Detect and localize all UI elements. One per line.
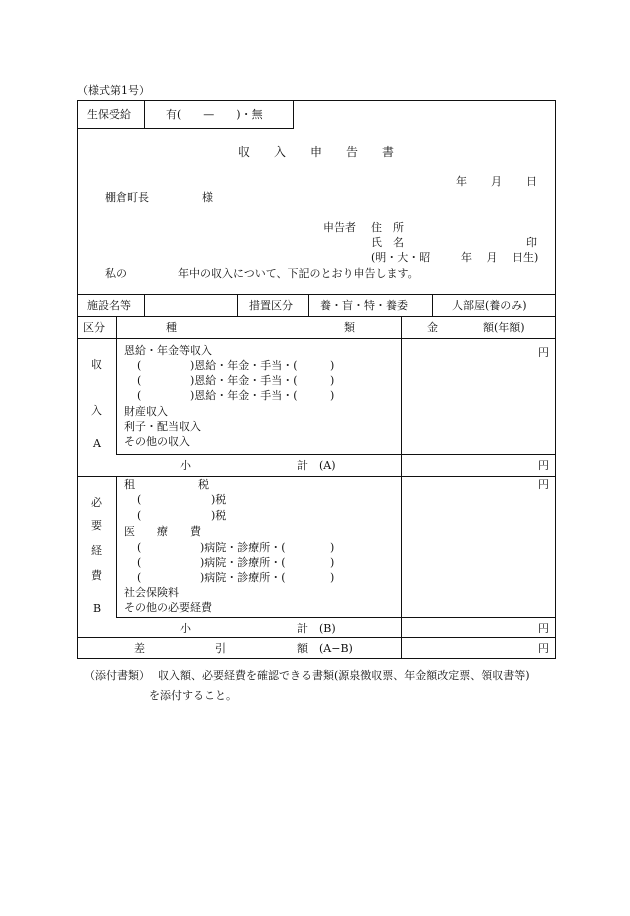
attachment-label: （添付書類） <box>84 669 150 682</box>
date-day: 日 <box>526 175 537 188</box>
pension-row-1-right: ) <box>330 359 335 372</box>
form-number: （様式第1号） <box>77 84 150 97</box>
expense-side-1: 必 <box>91 496 102 509</box>
welfare-box-bottom <box>77 128 294 129</box>
pension-row-1-left: ( <box>137 359 142 372</box>
measure-options: 養・盲・特・養委 <box>320 299 408 312</box>
difference-label-3: 額 (A−B) <box>297 642 353 655</box>
income-side-2: 入 <box>91 404 102 417</box>
addressee-name: 棚倉町長 <box>105 191 149 204</box>
welfare-box-right <box>293 100 294 128</box>
attachment-line-2: を添付すること。 <box>149 689 237 702</box>
declarant-address-label: 住 所 <box>371 221 404 234</box>
pension-row-3-right: ) <box>330 389 335 402</box>
property-income: 財産収入 <box>124 405 168 418</box>
subtotal-a-top <box>116 454 556 455</box>
statement-text: 年中の収入について、下記のとおり申告します。 <box>178 267 419 280</box>
subtotal-b-yen: 円 <box>538 622 549 635</box>
welfare-box-top <box>77 100 294 101</box>
declarant-label: 申告者 <box>323 221 356 234</box>
subtotal-b-bottom <box>77 637 556 638</box>
pension-row-2-right: ) <box>330 374 335 387</box>
col-category-expense <box>116 476 117 617</box>
frame-top-right <box>293 100 556 101</box>
subtotal-b-top <box>116 617 556 618</box>
income-side-1: 収 <box>91 358 102 371</box>
header-kind: 種 <box>166 321 177 334</box>
income-yen: 円 <box>538 346 549 359</box>
birth-era: (明・大・昭 <box>371 251 431 264</box>
expense-side-4: 費 <box>91 569 102 582</box>
frame-right <box>555 100 556 659</box>
medical-row-1-right: ) <box>330 541 335 554</box>
facility-divider-3 <box>308 294 309 316</box>
pension-title: 恩給・年金等収入 <box>124 344 212 357</box>
subtotal-a-label-2: 計 (A) <box>297 459 336 472</box>
welfare-label: 生保受給 <box>87 108 131 121</box>
addressee-sama: 様 <box>202 191 213 204</box>
expense-side-3: 経 <box>91 544 102 557</box>
pension-row-1-text: )恩給・年金・手当・( <box>190 359 298 372</box>
welfare-box-divider <box>144 100 145 128</box>
tax-row-2-left: ( <box>137 509 142 522</box>
expense-yen: 円 <box>538 478 549 491</box>
pension-row-2-text: )恩給・年金・手当・( <box>190 374 298 387</box>
medical-row-1-left: ( <box>137 541 142 554</box>
subtotal-b-label-1: 小 <box>180 622 191 635</box>
medical-row-3-left: ( <box>137 571 142 584</box>
facility-divider-4 <box>432 294 433 316</box>
col-amount <box>401 316 402 659</box>
interest-income: 利子・配当収入 <box>124 420 201 433</box>
difference-yen: 円 <box>538 642 549 655</box>
other-expense: その他の必要経費 <box>124 601 212 614</box>
facility-divider-1 <box>144 294 145 316</box>
income-side-3: A <box>93 437 101 450</box>
other-income: その他の収入 <box>124 435 190 448</box>
medical-label: 医 療 費 <box>124 525 201 538</box>
measure-label: 措置区分 <box>249 299 293 312</box>
header-row-top <box>77 316 556 317</box>
pension-row-2-left: ( <box>137 374 142 387</box>
admission-label: 人部屋(養のみ) <box>452 299 527 312</box>
tax-row-1-text: )税 <box>211 493 227 506</box>
tax-label-1: 租 <box>124 478 135 491</box>
header-category: 区分 <box>83 321 105 334</box>
header-amount: 金 <box>427 321 438 334</box>
pension-row-3-left: ( <box>137 389 142 402</box>
medical-row-3-right: ) <box>330 571 335 584</box>
col-category-income <box>116 316 117 454</box>
statement-prefix: 私の <box>105 267 127 280</box>
date-month: 月 <box>491 175 502 188</box>
medical-row-2-right: ) <box>330 556 335 569</box>
facility-label: 施設名等 <box>87 299 131 312</box>
header-row-bottom <box>77 338 556 339</box>
header-amount2: 額(年額) <box>483 321 525 334</box>
subtotal-b-label-2: 計 (B) <box>297 622 336 635</box>
welfare-value: 有( — )・無 <box>166 108 263 121</box>
social-insurance: 社会保険料 <box>124 586 179 599</box>
tax-row-2-text: )税 <box>211 509 227 522</box>
subtotal-a-yen: 円 <box>538 459 549 472</box>
medical-row-2-left: ( <box>137 556 142 569</box>
medical-row-3-text: )病院・診療所・( <box>200 571 286 584</box>
pension-row-3-text: )恩給・年金・手当・( <box>190 389 298 402</box>
header-kind2: 類 <box>344 321 355 334</box>
document-title: 収 入 申 告 書 <box>238 145 395 159</box>
facility-row-top <box>77 294 556 295</box>
declarant-name-label: 氏 名 <box>371 236 404 249</box>
subtotal-a-bottom <box>77 476 556 477</box>
difference-label-1: 差 <box>134 642 145 655</box>
expense-side-2: 要 <box>91 519 102 532</box>
subtotal-a-label-1: 小 <box>180 459 191 472</box>
birth-date: 年 月 日生) <box>461 251 539 264</box>
medical-row-1-text: )病院・診療所・( <box>200 541 286 554</box>
seal-mark: 印 <box>526 236 537 249</box>
date-year: 年 <box>456 175 467 188</box>
tax-row-1-left: ( <box>137 493 142 506</box>
expense-side-5: B <box>93 602 102 615</box>
frame-left <box>77 100 78 659</box>
medical-row-2-text: )病院・診療所・( <box>200 556 286 569</box>
difference-label-2: 引 <box>215 642 226 655</box>
attachment-line-1: 収入額、必要経費を確認できる書類(源泉徴収票、年金額改定票、領収書等) <box>158 669 530 682</box>
frame-bottom <box>77 658 556 659</box>
tax-label-2: 税 <box>198 478 209 491</box>
facility-divider-2 <box>237 294 238 316</box>
